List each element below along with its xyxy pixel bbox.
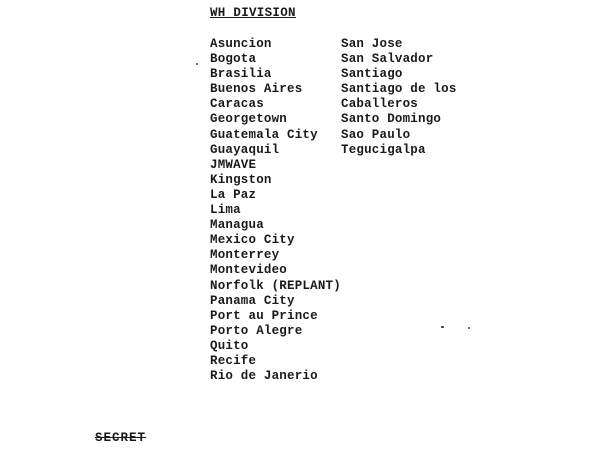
list-item: Sao Paulo (341, 127, 411, 142)
list-item: Bogota (210, 52, 257, 67)
list-item: San Salvador (341, 52, 434, 67)
list-item: Port au Prince (210, 308, 318, 323)
list-item: Montevideo (210, 263, 288, 278)
list-item: Rio de Janerio (210, 369, 318, 384)
list-item: Recife (210, 353, 257, 368)
classification-marking: SECRET (95, 431, 147, 445)
list-item: JMWAVE (210, 157, 257, 172)
list-item: Tegucigalpa (341, 142, 426, 157)
division-heading: WH DIVISION (210, 6, 296, 20)
list-item: Norfolk (REPLANT) (210, 278, 341, 293)
list-item: Santiago (341, 67, 403, 82)
list-item: Kingston (210, 172, 272, 187)
list-item: Santo Domingo (341, 112, 442, 127)
scan-speck (468, 327, 470, 329)
list-item: Panama City (210, 293, 295, 308)
station-list-right (341, 37, 457, 158)
list-item: La Paz (210, 187, 257, 202)
list-item: Caballeros (341, 97, 419, 112)
list-item: Porto Alegre (210, 323, 303, 338)
list-item: Georgetown (210, 112, 288, 127)
list-item: Guayaquil (210, 142, 280, 157)
list-item: Guatemala City (210, 127, 318, 142)
list-item: Caracas (210, 97, 264, 112)
list-item: Asuncion (210, 37, 272, 51)
list-item: Mexico City (210, 233, 295, 248)
list-item: San Jose (341, 37, 403, 51)
scan-speck (441, 326, 444, 328)
list-item: Monterrey (210, 248, 280, 263)
list-item: Brasilia (210, 67, 272, 82)
station-list-left (210, 37, 341, 384)
list-item: Managua (210, 218, 264, 233)
list-item: Santiago de los (341, 82, 457, 97)
list-item: Buenos Aires (210, 82, 303, 97)
list-item: Lima (210, 203, 241, 218)
scan-speck (196, 63, 198, 65)
list-item: Quito (210, 338, 249, 353)
